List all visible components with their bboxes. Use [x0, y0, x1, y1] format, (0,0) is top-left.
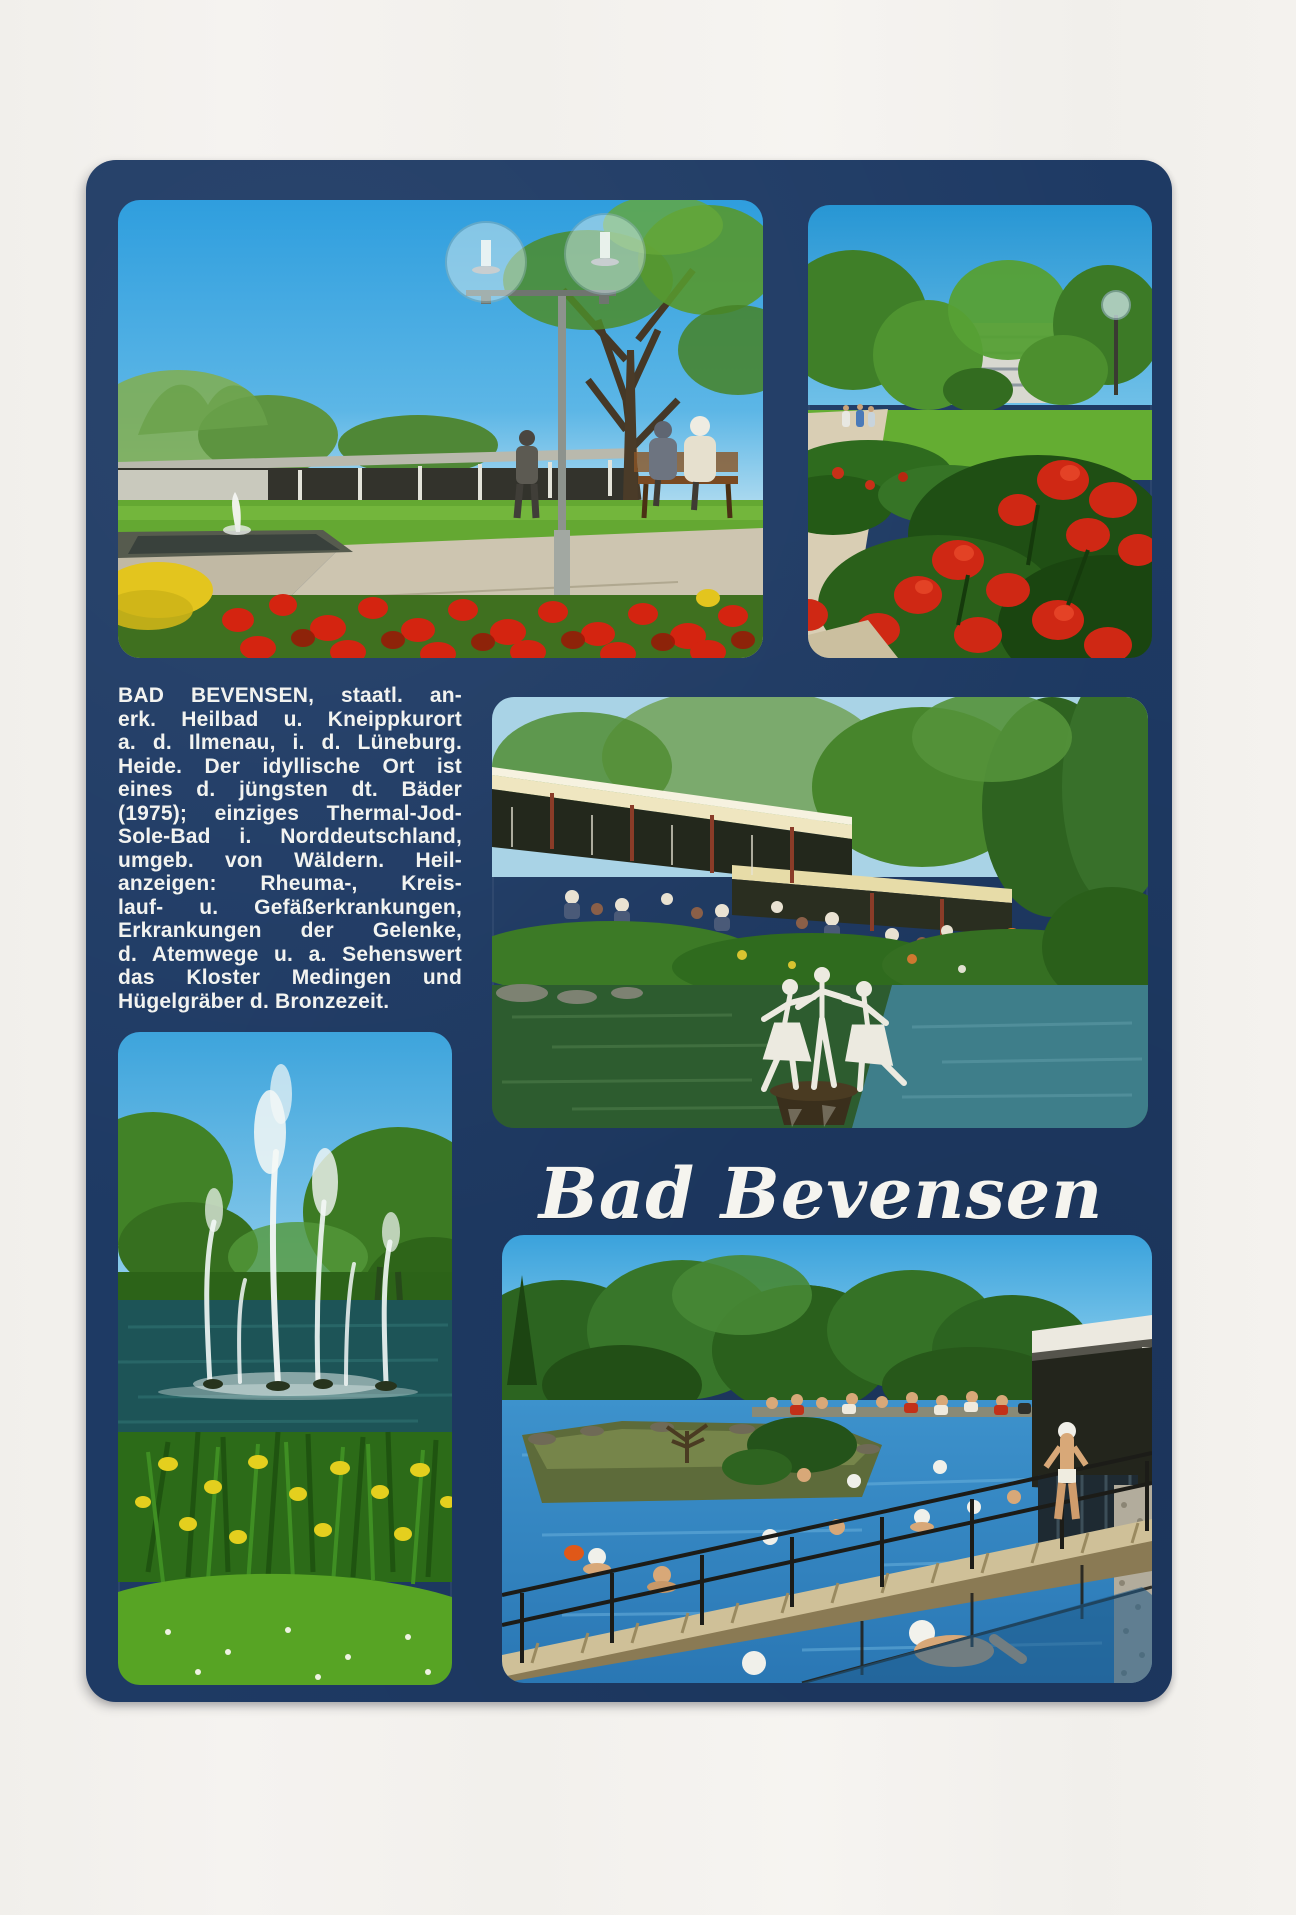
thermal-pool-illustration — [502, 1235, 1152, 1683]
photo-pond-sculpture — [492, 697, 1148, 1128]
description-text — [118, 684, 462, 1013]
text-line: d. Atemwege u. a. Sehenswert — [118, 942, 462, 966]
spa-gardens-illustration — [118, 200, 763, 658]
photo-thermal-pool — [502, 1235, 1152, 1683]
postcard-title: Bad Bevensen — [538, 1152, 1104, 1235]
photo-rhododendron-park — [808, 205, 1152, 658]
text-line: eines d. jüngsten dt. Bäder — [118, 778, 462, 801]
photo-fountain-pond — [118, 1032, 452, 1685]
postcard-card — [86, 160, 1172, 1702]
text-line: Erkrankungen der Gelenke, — [118, 919, 462, 942]
lawn — [118, 1574, 452, 1685]
text-line: erk. Heilbad u. Kneippkurort — [118, 707, 462, 731]
text-line: Heide. Der idyllische Ort ist — [118, 754, 462, 778]
rhododendron-park-illustration — [808, 205, 1152, 658]
pond — [118, 1300, 452, 1435]
iris-bed — [118, 1432, 452, 1584]
text-line: (1975); einziges Thermal-Jod- — [118, 801, 462, 825]
text-line: lauf- u. Gefäßerkrankungen, — [118, 895, 462, 919]
text-line: umgeb. von Wäldern. Heil- — [118, 848, 462, 872]
trees — [808, 250, 1152, 412]
text-line: Hügelgräber d. Bronzezeit. — [118, 989, 390, 1013]
text-line: das Kloster Medingen und — [118, 966, 462, 989]
text-line: BAD BEVENSEN, staatl. an- — [118, 684, 462, 707]
pond-sculpture-illustration — [492, 697, 1148, 1128]
text-line: a. d. Ilmenau, i. d. Lüneburg. — [118, 731, 462, 754]
fountain-pond-illustration — [118, 1032, 452, 1685]
text-line: Sole-Bad i. Norddeutschland, — [118, 825, 462, 848]
photo-spa-gardens — [118, 200, 763, 658]
island-planter — [522, 1417, 882, 1503]
text-line: anzeigen: Rheuma-, Kreis- — [118, 872, 462, 895]
